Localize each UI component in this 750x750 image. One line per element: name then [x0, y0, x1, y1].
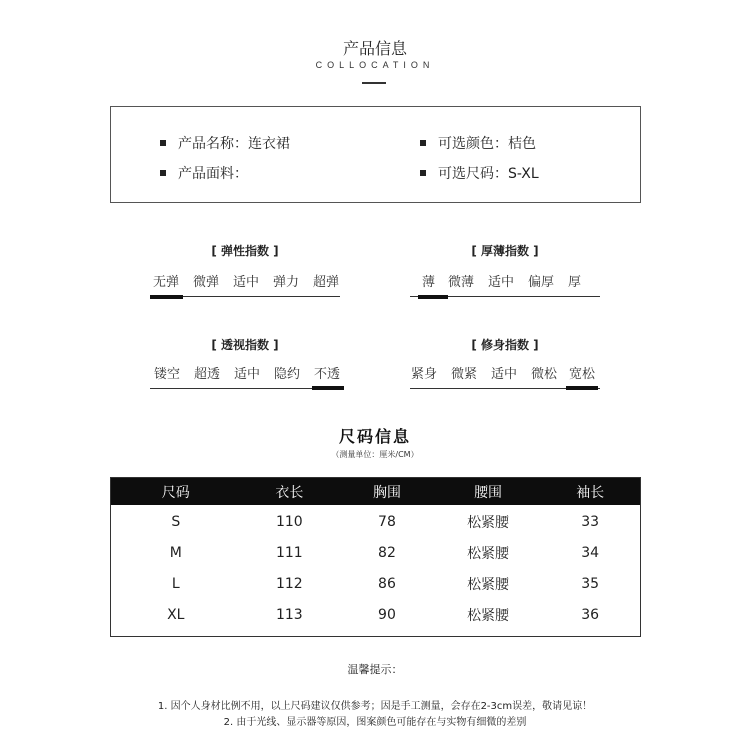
transparency-option: 适中: [234, 367, 261, 382]
table-row: [111, 599, 640, 630]
thickness-options: [422, 271, 588, 290]
fit-index-title: [ 修身指数 ]: [471, 338, 539, 352]
cell-size: L: [171, 575, 180, 592]
cell-size: XL: [167, 606, 185, 623]
cell-sleeve: 36: [581, 606, 600, 623]
info-product-size: [420, 163, 539, 183]
bullet-icon: [420, 170, 426, 176]
fit-option: 微松: [531, 367, 558, 382]
table-row: [111, 537, 640, 568]
info-product-color-text: 可选颜色：桔色: [438, 136, 536, 152]
thickness-option: 薄: [422, 275, 436, 290]
info-product-color: [420, 133, 536, 153]
cell-waist: 松紧腰: [467, 545, 510, 562]
bullet-icon: [160, 170, 166, 176]
transparency-option: 隐约: [274, 367, 301, 382]
transparency-option: 镂空: [154, 367, 181, 382]
fit-option: 适中: [491, 367, 518, 382]
page-subtitle: COLLOCATION: [315, 60, 435, 70]
thickness-index-title: [ 厚薄指数 ]: [471, 244, 539, 258]
info-product-name-text: 产品名称：连衣裙: [178, 136, 290, 152]
bullet-icon: [420, 140, 426, 146]
info-product-size-text: 可选尺码：S-XL: [438, 166, 539, 182]
bullet-icon: [160, 140, 166, 146]
product-info-box: [110, 106, 641, 203]
cell-length: 113: [275, 606, 303, 623]
cell-bust: 86: [378, 575, 396, 592]
thickness-option: 适中: [488, 275, 515, 290]
fit-options: [411, 363, 599, 382]
cell-bust: 82: [378, 544, 396, 561]
thickness-selected-marker: [418, 295, 448, 299]
thickness-option: 偏厚: [528, 275, 555, 290]
header-cell-waist: 腰围: [474, 484, 503, 501]
cell-size: S: [171, 513, 181, 530]
fit-selected-marker: [566, 386, 598, 390]
cell-waist: 松紧腰: [467, 514, 510, 531]
transparency-index-title: [ 透视指数 ]: [211, 338, 279, 352]
tip-line-1: 1. 因个人身材比例不用，以上尺码建议仅供参考；因是手工测量，会存在2-3cm误差，敬请见谅！: [157, 701, 593, 712]
cell-bust: 78: [378, 513, 396, 530]
cell-length: 112: [275, 575, 303, 592]
transparency-options: [154, 363, 344, 382]
header-cell-size: 尺码: [161, 484, 190, 501]
table-row: [111, 568, 640, 599]
fit-option: 紧身: [411, 367, 438, 382]
cell-sleeve: 35: [581, 575, 600, 592]
transparency-option: 超透: [194, 367, 221, 382]
header-cell-bust: 胸围: [372, 484, 401, 501]
elasticity-options: [153, 271, 343, 290]
tip-line-2: 2. 由于光线、显示器等原因，图案颜色可能存在与实物有细微的差别: [223, 717, 527, 728]
fit-option: 宽松: [569, 367, 596, 382]
elasticity-option: 适中: [233, 275, 260, 290]
cell-length: 111: [275, 544, 303, 561]
header-cell-sleeve: 袖长: [576, 484, 605, 501]
size-table-header: [111, 478, 640, 505]
info-product-fabric-text: 产品面料：: [178, 166, 248, 182]
info-product-fabric: [160, 163, 248, 183]
tips-title: 温馨提示：: [347, 663, 403, 676]
page-title: 产品信息: [342, 39, 407, 58]
info-product-name: [160, 133, 290, 153]
title-divider: [362, 82, 386, 84]
size-table: [110, 477, 641, 637]
elasticity-selected-marker: [150, 295, 183, 299]
cell-waist: 松紧腰: [467, 607, 510, 624]
cell-bust: 90: [378, 606, 396, 623]
fit-option: 微紧: [451, 367, 478, 382]
size-info-title: 尺码信息: [338, 427, 411, 446]
cell-waist: 松紧腰: [467, 576, 510, 593]
size-info-unit: （测量单位：厘米/CM）: [331, 450, 419, 459]
transparency-selected-marker: [312, 386, 344, 390]
elasticity-option: 弹力: [273, 275, 300, 290]
elasticity-option: 无弹: [153, 275, 180, 290]
cell-sleeve: 34: [581, 544, 600, 561]
cell-size: M: [169, 544, 182, 561]
thickness-option: 厚: [568, 275, 582, 290]
header-cell-length: 衣长: [275, 484, 304, 501]
thickness-option: 微薄: [448, 275, 475, 290]
elasticity-option: 微弹: [193, 275, 220, 290]
elasticity-option: 超弹: [313, 275, 340, 290]
elasticity-index-title: [ 弹性指数 ]: [211, 244, 279, 258]
table-row: [111, 506, 640, 537]
cell-length: 110: [275, 513, 303, 530]
transparency-option: 不透: [314, 367, 341, 382]
cell-sleeve: 33: [581, 513, 600, 530]
